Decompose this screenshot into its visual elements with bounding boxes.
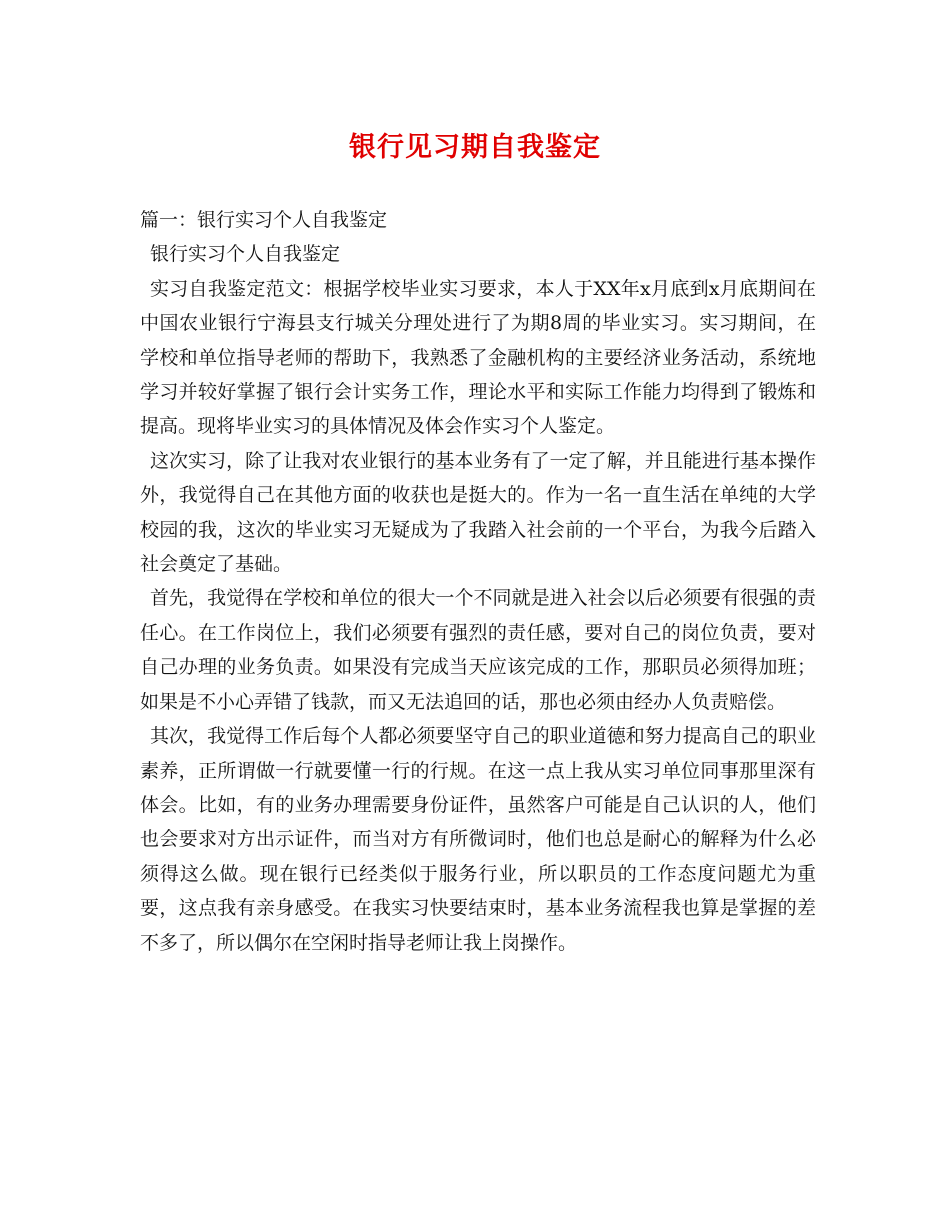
body-paragraph: 其次，我觉得工作后每个人都必须要坚守自己的职业道德和努力提高自己的职业素养，正所谓做一行就要懂一行的行规。在这一点上我从实习单位同事那里深有体会。比如，有的业务办理需要身份证件，虽然客户可能是自己认识的人，他们也会要求对方出示证件，而当对方有所微词时，他们也总是耐心的解释为什么必须得这么做。现在银行已经类似于服务行业，所以职员的工作态度问题尤为重要，这点我有亲身感受。在我实习快要结束时，基本业务流程我也算是掌握的差不多了，所以偶尔在空闲时指导老师让我上岗操作。 bbox=[140, 725, 816, 954]
body-paragraph: 这次实习，除了让我对农业银行的基本业务有了一定了解，并且能进行基本操作外，我觉得自己在其他方面的收获也是挺大的。作为一名一直生活在单纯的大学校园的我，这次的毕业实习无疑成为了我踏入社会前的一个平台，为我今后踏入社会奠定了基础。 bbox=[140, 449, 816, 576]
body-paragraph: 实习自我鉴定范文：根据学校毕业实习要求，本人于XX年x月底到x月底期间在中国农业银行宁海县支行城关分理处进行了为期8周的毕业实习。实习期间，在学校和单位指导老师的帮助下，我熟悉了金融机构的主要经济业务活动，系统地学习并较好掌握了银行会计实务工作，理论水平和实际工作能力均得到了锻炼和提高。现将毕业实习的具体情况及体会作实习个人鉴定。 bbox=[140, 277, 816, 438]
document-body bbox=[140, 203, 816, 960]
document-title: 银行见习期自我鉴定 bbox=[349, 132, 601, 163]
section-heading: 篇一：银行实习个人自我鉴定 bbox=[140, 209, 388, 231]
subheading: 银行实习个人自我鉴定 bbox=[150, 243, 341, 266]
body-paragraph: 首先，我觉得在学校和单位的很大一个不同就是进入社会以后必须要有很强的责任心。在工作岗位上，我们必须要有强烈的责任感，要对自己的岗位负责，要对自己办理的业务负责。如果没有完成当天应该完成的工作，那职员必须得加班；如果是不小心弄错了钱款，而又无法追回的话，那也必须由经办人负责赔偿。 bbox=[140, 587, 816, 713]
